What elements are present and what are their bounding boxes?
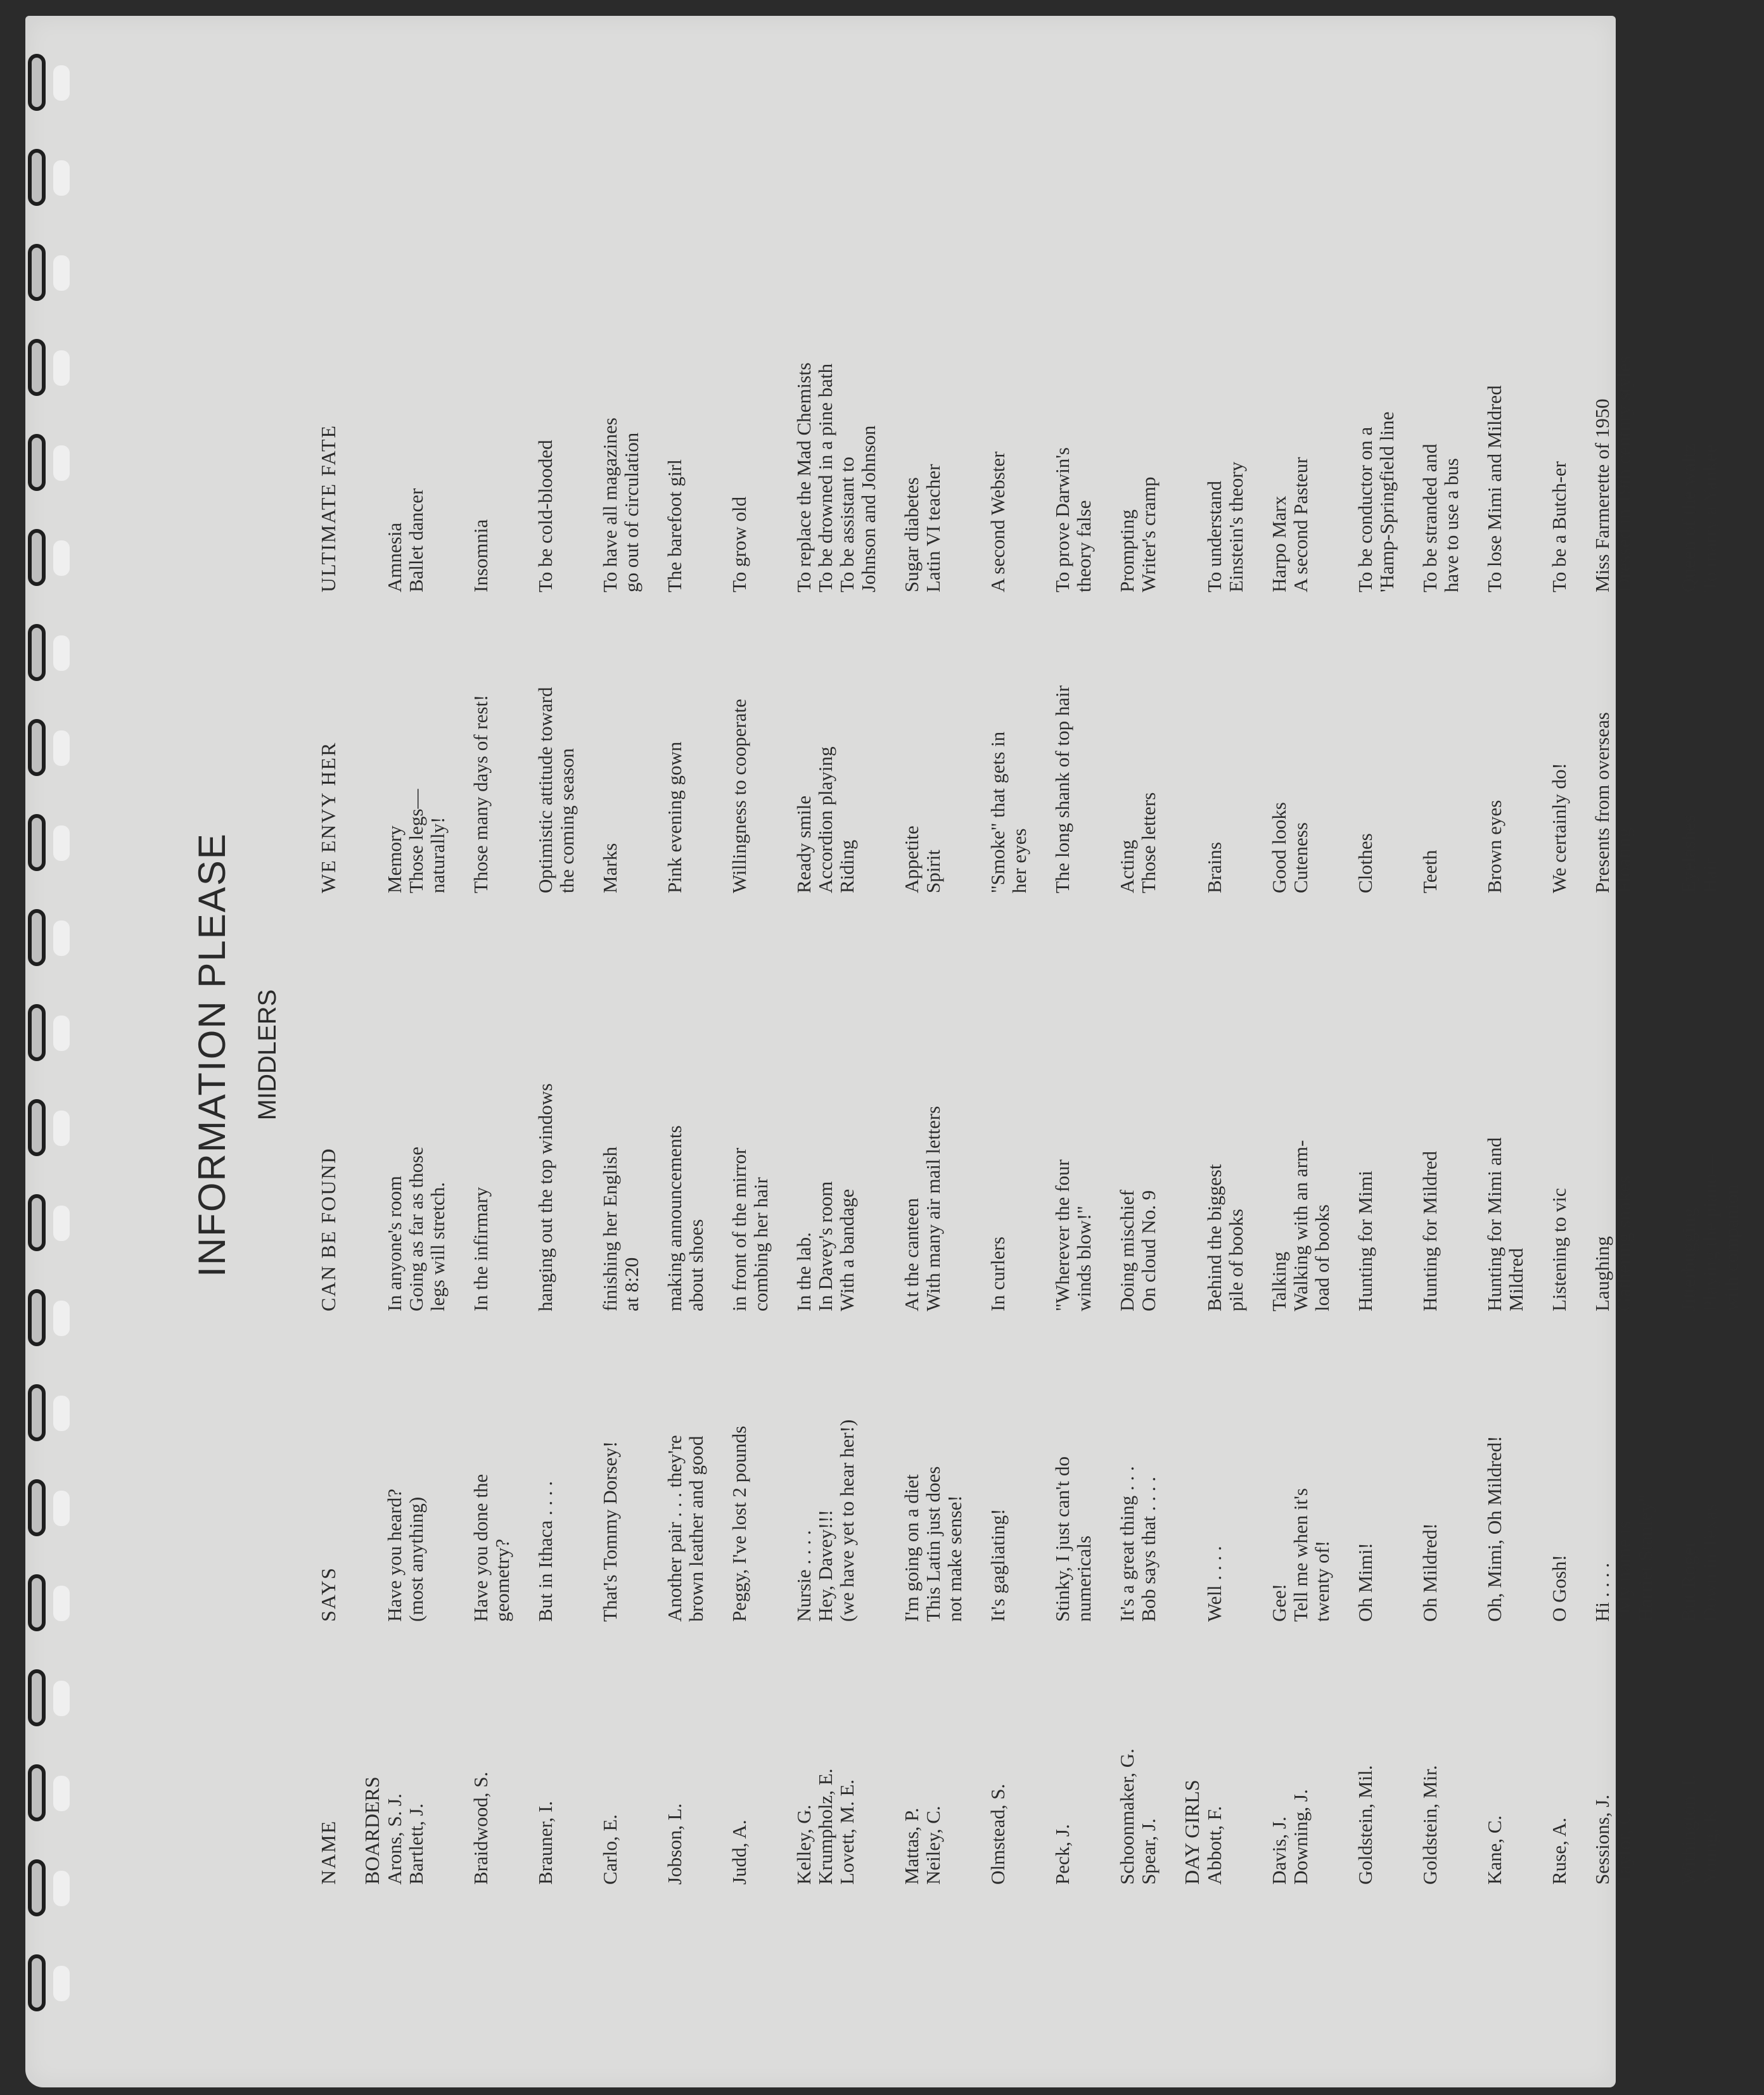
table-cell: Queen of the waltz [1677, 443, 1699, 592]
table-cell: Those legs— [405, 789, 427, 893]
table-cell: Einstein's theory [1225, 461, 1247, 592]
table-row [987, 225, 1009, 1885]
punch-hole [53, 1776, 70, 1811]
binding-ring [28, 529, 46, 586]
table-cell: Pink evening gown [663, 741, 686, 893]
table-row [901, 225, 923, 1885]
entry-group [1052, 225, 1095, 1885]
table-row [750, 225, 772, 1885]
table-cell: Kelley, G. [793, 1804, 815, 1885]
table-cell: Miss Farmerette of 1950 [1591, 398, 1613, 592]
table-cell: Brains [1203, 842, 1225, 893]
table-cell: O Gosh! [1548, 1555, 1570, 1622]
table-cell: Withington, I. [1677, 1774, 1699, 1885]
table-cell: Going as far as those [405, 1147, 427, 1311]
table-cell: Peck, J. [1051, 1824, 1073, 1885]
binding-ring [28, 1289, 46, 1346]
table-cell: Ballet dancer [405, 488, 427, 592]
entry-group [1419, 225, 1462, 1885]
table-cell: 'Hamp-Springfield line [1376, 411, 1398, 592]
section-label [361, 225, 384, 1885]
table-row [1204, 225, 1225, 1885]
entry-group [384, 225, 449, 1885]
punch-hole [53, 160, 70, 196]
table-cell: Jobson, L. [663, 1803, 686, 1885]
punch-hole [53, 65, 70, 101]
table-cell: I'm going on a diet [900, 1474, 923, 1622]
table-cell: Taylor, C. [1613, 1806, 1635, 1885]
table-cell: Harpo Marx [1268, 495, 1290, 592]
table-cell: To grow old [728, 496, 750, 592]
table-cell: To be a Butch-er [1548, 461, 1570, 592]
binding-ring [28, 1954, 46, 2011]
binding-ring [28, 434, 46, 491]
punch-hole [53, 540, 70, 576]
binding-ring [28, 1384, 46, 1441]
table-cell: naturally! [426, 817, 449, 893]
table-cell: Jitterbugging [1677, 1207, 1699, 1311]
binding-ring [28, 1859, 46, 1916]
table-cell: geometry? [491, 1539, 513, 1622]
table-row [1052, 225, 1073, 1885]
table-cell: legs will stretch. [426, 1181, 449, 1311]
table-cell: At the canteen [900, 1197, 923, 1311]
table-cell: Young, K. [1699, 1804, 1721, 1885]
header-says: SAYS [317, 1567, 340, 1622]
table-cell: about shoes [685, 1219, 707, 1311]
table-row [729, 225, 750, 1885]
table-cell: Tell me when it's [1289, 1488, 1312, 1622]
table-row [427, 225, 449, 1885]
punch-hole [53, 1491, 70, 1526]
table-cell: combing her hair [750, 1177, 772, 1311]
table-cell: We certainly do! [1548, 763, 1570, 893]
table-cell: Memory [383, 825, 406, 893]
punch-hole [53, 635, 70, 671]
table-cell: Cuteness [1289, 822, 1312, 893]
table-cell: Goldstein, Mir. [1419, 1765, 1441, 1885]
table-cell: Walking with an arm- [1289, 1140, 1312, 1311]
table-cell: Have you done the [470, 1474, 492, 1622]
header-ultimate-fate: ULTIMATE FATE [317, 424, 340, 592]
punch-hole [53, 1111, 70, 1146]
table-cell: Clothes [1354, 833, 1376, 893]
table-cell: Have you heard? [383, 1488, 406, 1622]
header-can-be-found: CAN BE FOUND [317, 1147, 340, 1311]
section-label-text: DAY GIRLS [1180, 1780, 1203, 1885]
entry-group [1204, 225, 1247, 1885]
table-row [1116, 225, 1138, 1885]
punch-hole [53, 1871, 70, 1906]
table-cell: Abbott, F. [1203, 1805, 1225, 1885]
entry-group [535, 225, 578, 1885]
table-row [858, 225, 879, 1885]
table-cell: Those many days of rest! [470, 694, 492, 893]
binding-ring [28, 244, 46, 301]
table-row [1073, 225, 1095, 1885]
entry-group [599, 225, 642, 1885]
table-cell: Gee! [1268, 1583, 1290, 1622]
table-row [1484, 225, 1505, 1885]
section-label [1181, 225, 1204, 1885]
table-row [1549, 225, 1570, 1885]
table-cell: With many air mail letters [922, 1105, 944, 1311]
table-cell: Teeth [1419, 850, 1441, 893]
section-label-text: BOARDERS [361, 1776, 383, 1885]
binding-ring [28, 1479, 46, 1536]
binding-ring [28, 1194, 46, 1251]
table-cell: Oh Mildred! [1419, 1523, 1441, 1622]
punch-hole [53, 1301, 70, 1336]
table-cell: Insomnia [470, 519, 492, 592]
table-cell: It's gagliating! [987, 1508, 1009, 1622]
table-cell: Amnesia [383, 522, 406, 592]
table-cell: That's Tommy Dorsey! [599, 1441, 621, 1622]
table-cell: To understand [1203, 480, 1225, 592]
table-row [944, 225, 966, 1885]
entry-group [1549, 225, 1570, 1885]
header-we-envy-her: WE ENVY HER [317, 741, 340, 893]
table-row [1290, 225, 1312, 1885]
entry-group [1678, 225, 1742, 1885]
table-cell: winds blow!" [1073, 1206, 1095, 1311]
table-cell: Willingness to cooperate [728, 699, 750, 893]
entry-group [470, 225, 513, 1885]
table-cell: In the infirmary [470, 1187, 492, 1311]
table-cell: Gathering snakes [1613, 1175, 1635, 1311]
table-cell: To be cold-blooded [534, 440, 556, 592]
table-row [1505, 225, 1527, 1885]
table-header [317, 225, 348, 1885]
table-cell: Johnson and Johnson [857, 425, 879, 592]
binding-ring [28, 1099, 46, 1156]
punch-hole [53, 730, 70, 766]
table-cell: theory false [1073, 500, 1095, 592]
binding-ring [28, 54, 46, 111]
table-row [470, 225, 492, 1885]
table-cell: To be stranded and [1419, 443, 1441, 592]
table-cell: Optimistic attitude toward [534, 687, 556, 893]
table-cell: Spear, J. [1137, 1818, 1160, 1885]
table-cell: Carlo, E. [599, 1814, 621, 1885]
table-cell: at 8:20 [620, 1257, 642, 1311]
table-cell: This Latin just does [922, 1466, 944, 1622]
table-cell: Dressed in 19th century styles [1613, 355, 1635, 592]
table-cell: not make sense! [943, 1495, 966, 1622]
table-cell: Spirit [922, 850, 944, 893]
table-cell: load of books [1311, 1204, 1333, 1311]
table-cell: Behind the biggest [1203, 1164, 1225, 1311]
entry-group [793, 225, 879, 1885]
table-cell: Harriet Stanley" [1634, 1494, 1656, 1622]
table-cell: Accordion playing [814, 746, 836, 893]
punch-hole [53, 920, 70, 956]
binding-ring [28, 149, 46, 206]
table-cell: making announcements [663, 1125, 686, 1311]
punch-hole [53, 350, 70, 386]
header-name: NAME [317, 1819, 340, 1885]
entry-group [664, 225, 707, 1885]
table-cell: Mattas, P. [900, 1807, 923, 1885]
table-row [1613, 225, 1635, 1885]
table-cell: Nursie . . . . [793, 1530, 815, 1622]
table-cell: the coming season [556, 748, 578, 893]
table-cell: brown leather and good [685, 1436, 707, 1622]
table-row [1269, 225, 1290, 1885]
table-row [1312, 225, 1333, 1885]
table-cell: Peggy, I've lost 2 pounds [728, 1425, 750, 1622]
entry-group [901, 225, 966, 1885]
entry-group [1269, 225, 1333, 1885]
table-cell: have to use a bus [1440, 458, 1462, 592]
table-cell: Hair [1699, 858, 1721, 893]
table-cell: In curlers [987, 1237, 1009, 1311]
table-cell: Stinky, I just can't do [1051, 1456, 1073, 1622]
notebook-page [25, 16, 1742, 2087]
table-cell: go out of circulation [620, 432, 642, 592]
entry-group [1355, 225, 1398, 1885]
table-row [686, 225, 707, 1885]
table-row [535, 225, 556, 1885]
punch-hole [53, 1681, 70, 1716]
table-cell: Olmstead, S. [987, 1783, 1009, 1885]
table-cell: (most anything) [405, 1496, 427, 1622]
table-row [384, 225, 406, 1885]
punch-hole [53, 825, 70, 861]
table-cell: "Smoke" that gets in [987, 731, 1009, 893]
table-cell: A second Pasteur [1289, 457, 1312, 592]
table-row [815, 225, 836, 1885]
table-cell: numericals [1073, 1535, 1095, 1622]
table-cell: hanging out the top windows [534, 1083, 556, 1311]
table-cell: Hi . . . . [1591, 1563, 1613, 1622]
table-cell: "Wherever the four [1051, 1159, 1073, 1311]
table-cell: Hunting for Mimi and [1483, 1137, 1505, 1311]
table-cell: Sugar diabetes [900, 477, 923, 592]
table-cell: her eyes [1008, 828, 1030, 893]
binding-ring [28, 1004, 46, 1061]
table-cell: Down in Texas [1699, 1503, 1721, 1622]
table-cell: Braidwood, S. [470, 1771, 492, 1885]
table-cell: In anyone's room [383, 1176, 406, 1311]
table-cell: Presents from overseas [1591, 712, 1613, 893]
table-cell: Lovett, M. E. [836, 1779, 858, 1885]
table-cell: Downing, J. [1289, 1789, 1312, 1885]
entry-group [1116, 225, 1160, 1885]
table-cell: But Roger [1677, 1540, 1699, 1622]
table-cell: Hunting for Mildred [1419, 1150, 1441, 1311]
table-cell: A second Webster [987, 451, 1009, 592]
table-row [1635, 225, 1656, 1885]
table-cell: Judd, A. [728, 1819, 750, 1885]
punch-hole [53, 1206, 70, 1241]
table-row [1699, 225, 1721, 1885]
table-cell: It's a great thing . . . [1116, 1466, 1138, 1622]
table-cell: Schoonmaker, G. [1116, 1748, 1138, 1885]
table-row [1138, 225, 1160, 1885]
table-row [1441, 225, 1462, 1885]
table-cell: Riding [836, 839, 858, 893]
table-cell: Laughing [1591, 1236, 1613, 1311]
table-cell: In Davey's room [814, 1181, 836, 1311]
table-row [406, 225, 427, 1885]
table-cell: Another pair . . . they're [663, 1435, 686, 1622]
table-cell: The long shank of top hair [1051, 685, 1073, 893]
table-cell: Hunting for Mimi [1354, 1170, 1376, 1311]
table-cell: Goldstein, Mil. [1354, 1765, 1376, 1885]
table-cell: finishing her English [599, 1146, 621, 1311]
table-row [1009, 225, 1030, 1885]
table-cell: Playing the piano— [1699, 1154, 1721, 1311]
table-cell: Hey, Davey!!! [814, 1509, 836, 1622]
punch-hole [53, 255, 70, 291]
binding-ring [28, 814, 46, 871]
table-cell: The barefoot girl [663, 459, 686, 592]
table-cell: Krumpholz, E. [814, 1768, 836, 1885]
binding-ring [28, 624, 46, 681]
table-cell: Latin VI teacher [922, 464, 944, 592]
table-cell: Davis, J. [1268, 1816, 1290, 1885]
table-cell: Bartlett, J. [405, 1803, 427, 1885]
entry-group [987, 225, 1030, 1885]
table-cell: Oh, Mimi, Oh Mildred! [1483, 1436, 1505, 1622]
table-cell: Mildred [1505, 1248, 1527, 1311]
table-cell: in front of the mirror [728, 1147, 750, 1311]
table-cell: Arons, S. J. [383, 1793, 406, 1885]
table-cell: But in Ithaca . . . . [534, 1481, 556, 1622]
table-cell: twenty of! [1311, 1540, 1333, 1622]
table-row [923, 225, 944, 1885]
table-cell: Appetite [900, 825, 923, 893]
binding-ring [28, 719, 46, 776]
table-row [836, 225, 858, 1885]
table-cell: In the lab. [793, 1232, 815, 1311]
entry-group [729, 225, 772, 1885]
table-row [1721, 225, 1742, 1885]
binding-ring [28, 339, 46, 396]
table-cell: To have all magazines [599, 417, 621, 592]
entry-group [1484, 225, 1527, 1885]
table-cell: Acting [1116, 839, 1138, 893]
table-row [1225, 225, 1247, 1885]
table-row [599, 225, 621, 1885]
table-cell: Ready smile [793, 795, 815, 893]
table-row [492, 225, 513, 1885]
table-cell: To be assistant to [836, 457, 858, 592]
table-cell: Eyelashes [1677, 815, 1699, 893]
table-row [1592, 225, 1613, 1885]
binding-ring [28, 1574, 46, 1631]
punch-hole [53, 1586, 70, 1621]
table-cell: Those letters [1137, 792, 1160, 893]
table-cell: To replace the Mad Chemists [793, 362, 815, 592]
table-cell: Oh Mimi! [1354, 1543, 1376, 1622]
table-cell: Brauner, I. [534, 1800, 556, 1885]
table-body [361, 225, 1764, 1885]
table-cell: Brown eyes [1483, 799, 1505, 893]
table-cell: Good looks [1268, 802, 1290, 893]
table-cell: To be conductor on a [1354, 426, 1376, 592]
table-row [793, 225, 815, 1885]
table-row [621, 225, 642, 1885]
table-row [1376, 225, 1398, 1885]
page-title: INFORMATION PLEASE [191, 832, 233, 1277]
punch-hole [53, 1396, 70, 1431]
table-cell: On cloud No. 9 [1137, 1190, 1160, 1311]
punch-hole [53, 1966, 70, 2001]
table-row [1419, 225, 1441, 1885]
table-cell: (we have yet to hear her!) [836, 1419, 858, 1622]
table-cell: Talking [1268, 1251, 1290, 1311]
table-row [1355, 225, 1376, 1885]
table-cell: Ruse, A. [1548, 1818, 1570, 1885]
binding-ring [28, 909, 46, 966]
table-cell: with companion [1720, 1184, 1742, 1311]
binding-ring [28, 1669, 46, 1726]
table-cell: Listening to vic [1548, 1188, 1570, 1311]
binding-ring [28, 1764, 46, 1821]
table-cell: Bob says that . . . . [1137, 1476, 1160, 1622]
table-cell: Marks [599, 843, 621, 893]
page-subtitle: MIDDLERS [253, 989, 281, 1121]
table-cell: Kane, C. [1483, 1815, 1505, 1885]
table-row [556, 225, 578, 1885]
punch-hole [53, 1016, 70, 1051]
table-cell: To be drowned in a pine bath [814, 363, 836, 592]
table-cell: To marry a Yankee [1699, 444, 1721, 592]
punch-hole [53, 445, 70, 481]
table-cell: Sessions, J. [1591, 1794, 1613, 1885]
table-row [664, 225, 686, 1885]
table-cell: "My name is [1613, 1520, 1635, 1622]
table-cell: Well . . . . [1203, 1546, 1225, 1622]
entry-group [1592, 225, 1656, 1885]
table-cell: To prove Darwin's [1051, 447, 1073, 592]
spiral-binding [25, 54, 63, 2068]
table-cell: pile of books [1225, 1209, 1247, 1311]
table-row [1678, 225, 1699, 1885]
rotated-content [190, 225, 1742, 1885]
table-cell: Floating [1613, 827, 1635, 893]
table-cell: Prompting [1116, 509, 1138, 592]
table-cell: To lose Mimi and Mildred [1483, 385, 1505, 592]
table-cell: Writer's cramp [1137, 476, 1160, 592]
table-cell: Neiley, C. [922, 1805, 944, 1885]
table-cell: With a bandage [836, 1188, 858, 1311]
table-cell: Doing mischief [1116, 1190, 1138, 1311]
